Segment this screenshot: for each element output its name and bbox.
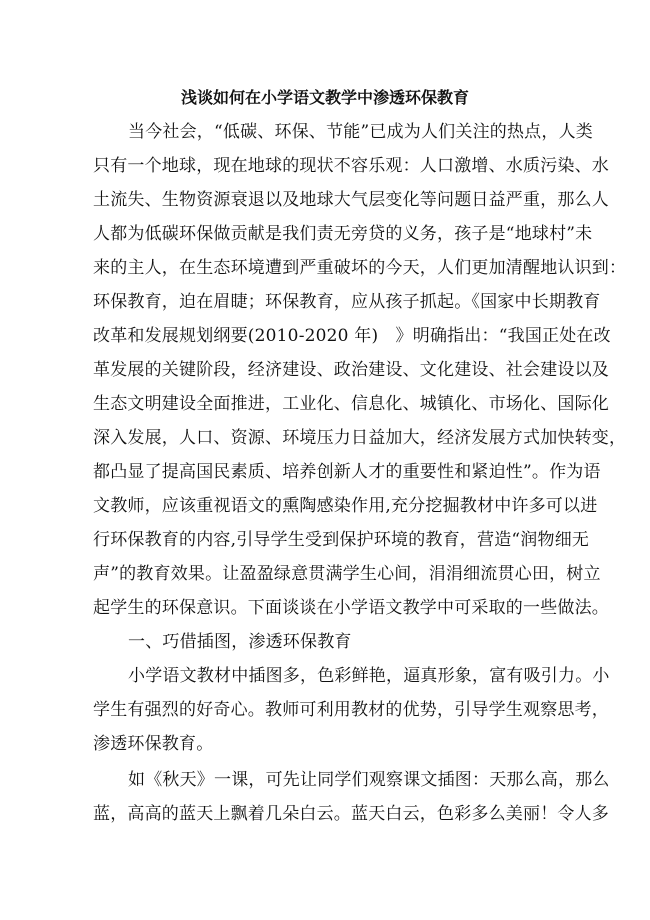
paragraph-line: 当今社会，“低碳、环保、节能”已成为人们关注的热点，人类 — [128, 122, 593, 142]
paragraph-line: 蓝，高高的蓝天上飘着几朵白云。蓝天白云，色彩多么美丽！令人多 — [93, 804, 609, 824]
paragraph-line: 行环保教育的内容,引导学生受到保护环境的教育，营造“润物细无 — [93, 530, 590, 550]
paragraph-line: 土流失、生物资源衰退以及地球大气层变化等问题日益严重，那么人 — [93, 190, 609, 210]
paragraph-line: 环保教育，迫在眉睫；环保教育，应从孩子抓起。《国家中长期教育 — [93, 292, 601, 312]
paragraph-line: 来的主人，在生态环境遭到严重破坏的今天，人们更加清醒地认识到： — [93, 258, 627, 278]
paragraph-line: 深入发展，人口、资源、环境压力日益加大，经济发展方式加快转变， — [93, 428, 627, 448]
paragraph-line: 都凸显了提高国民素质、培养创新人才的重要性和紧迫性”。作为语 — [93, 462, 601, 482]
paragraph-line: 如《秋天》一课，可先让同学们观察课文插图：天那么高，那么 — [128, 770, 610, 790]
paragraph-line: 渗透环保教育。 — [93, 734, 214, 754]
paragraph-line: 起学生的环保意识。下面谈谈在小学语文教学中可采取的一些做法。 — [93, 598, 609, 618]
paragraph-line: 改革和发展规划纲要(2010-2020 年) 》明确指出：“我国正处在改 — [93, 326, 611, 346]
paragraph-line: 小学语文教材中插图多，色彩鲜艳，逼真形象，富有吸引力。小 — [128, 666, 610, 686]
paragraph-line: 生态文明建设全面推进，工业化、信息化、城镇化、市场化、国际化 — [93, 394, 609, 414]
paragraph-line: 学生有强烈的好奇心。教师可利用教材的优势，引导学生观察思考， — [93, 700, 609, 720]
section-heading: 一、巧借插图，渗透环保教育 — [128, 632, 352, 652]
paragraph-line: 声”的教育效果。让盈盈绿意贯满学生心间，涓涓细流贯心田，树立 — [93, 564, 601, 584]
paragraph-line: 人都为低碳环保做贡献是我们责无旁贷的义务，孩子是“地球村”未 — [93, 224, 593, 244]
paragraph-line: 文教师，应该重视语文的熏陶感染作用,充分挖掘教材中许多可以进 — [93, 496, 598, 516]
document-title: 浅谈如何在小学语文教学中渗透环保教育 — [180, 88, 469, 107]
paragraph-line: 革发展的关键阶段，经济建设、政治建设、文化建设、社会建设以及 — [93, 360, 609, 380]
paragraph-line: 只有一个地球，现在地球的现状不容乐观：人口激增、水质污染、水 — [93, 156, 609, 176]
